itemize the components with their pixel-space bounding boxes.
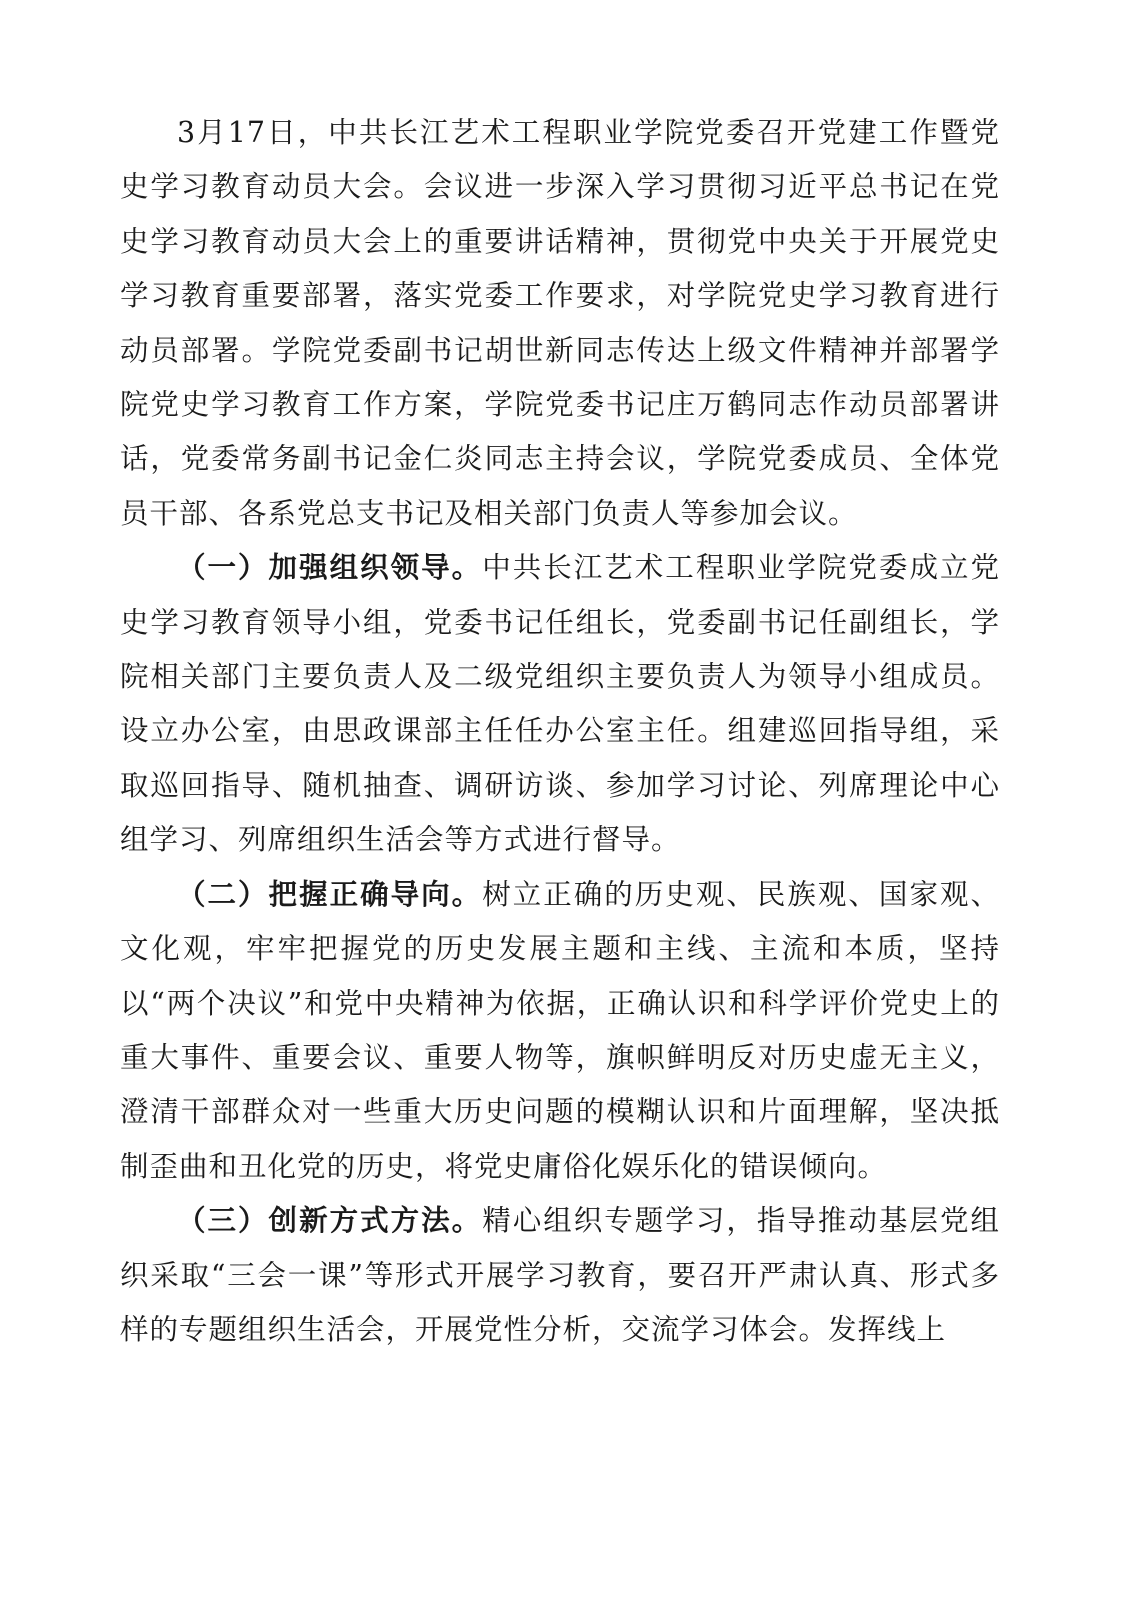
document-body [120, 106, 1000, 1357]
paragraph-heading: （二）把握正确导向。 [177, 877, 483, 911]
paragraph-meeting-summary [120, 106, 1000, 541]
paragraph-text: 中共长江艺术工程职业学院党委成立党史学习教育领导小组，党委书记任组长，党委副书记任副组长，学院相关部门主要负责人及二级党组织主要负责人为领导小组成员。设立办公室，由思政课部主任任办公室主任。组建巡回指导组，采取巡回指导、随机抽查、调研访谈、参加学习讨论、列席理论中心组学习、列席组织生活会等方式进行督导。 [120, 551, 1000, 857]
paragraph-correct-orientation [120, 868, 1000, 1194]
paragraph-innovative-methods [120, 1194, 1000, 1357]
paragraph-text: 树立正确的历史观、民族观、国家观、文化观，牢牢把握党的历史发展主题和主线、主流和本质，坚持以“两个决议”和党中央精神为依据，正确认识和科学评价党史上的重大事件、重要会议、重要人物等，旗帜鲜明反对历史虚无主义，澄清干部群众对一些重大历史问题的模糊认识和片面理解，坚决抵制歪曲和丑化党的历史，将党史庸俗化娱乐化的错误倾向。 [120, 877, 1000, 1183]
paragraph-organizational-leadership [120, 541, 1000, 867]
paragraph-text: 3月17日，中共长江艺术工程职业学院党委召开党建工作暨党史学习教育动员大会。会议进一步深入学习贯彻习近平总书记在党史学习教育动员大会上的重要讲话精神，贯彻党中央关于开展党史学习教育重要部署，落实党委工作要求，对学院党史学习教育进行动员部署。学院党委副书记胡世新同志传达上级文件精神并部署学院党史学习教育工作方案，学院党委书记庄万鹤同志作动员部署讲话，党委常务副书记金仁炎同志主持会议，学院党委成员、全体党员干部、各系党总支书记及相关部门负责人等参加会议。 [120, 116, 1000, 530]
paragraph-text: 精心组织专题学习，指导推动基层党组织采取“三会一课”等形式开展学习教育，要召开严肃认真、形式多样的专题组织生活会，开展党性分析，交流学习体会。发挥线上 [120, 1204, 1000, 1346]
paragraph-heading: （三）创新方式方法。 [177, 1204, 483, 1238]
paragraph-heading: （一）加强组织领导。 [177, 551, 483, 585]
